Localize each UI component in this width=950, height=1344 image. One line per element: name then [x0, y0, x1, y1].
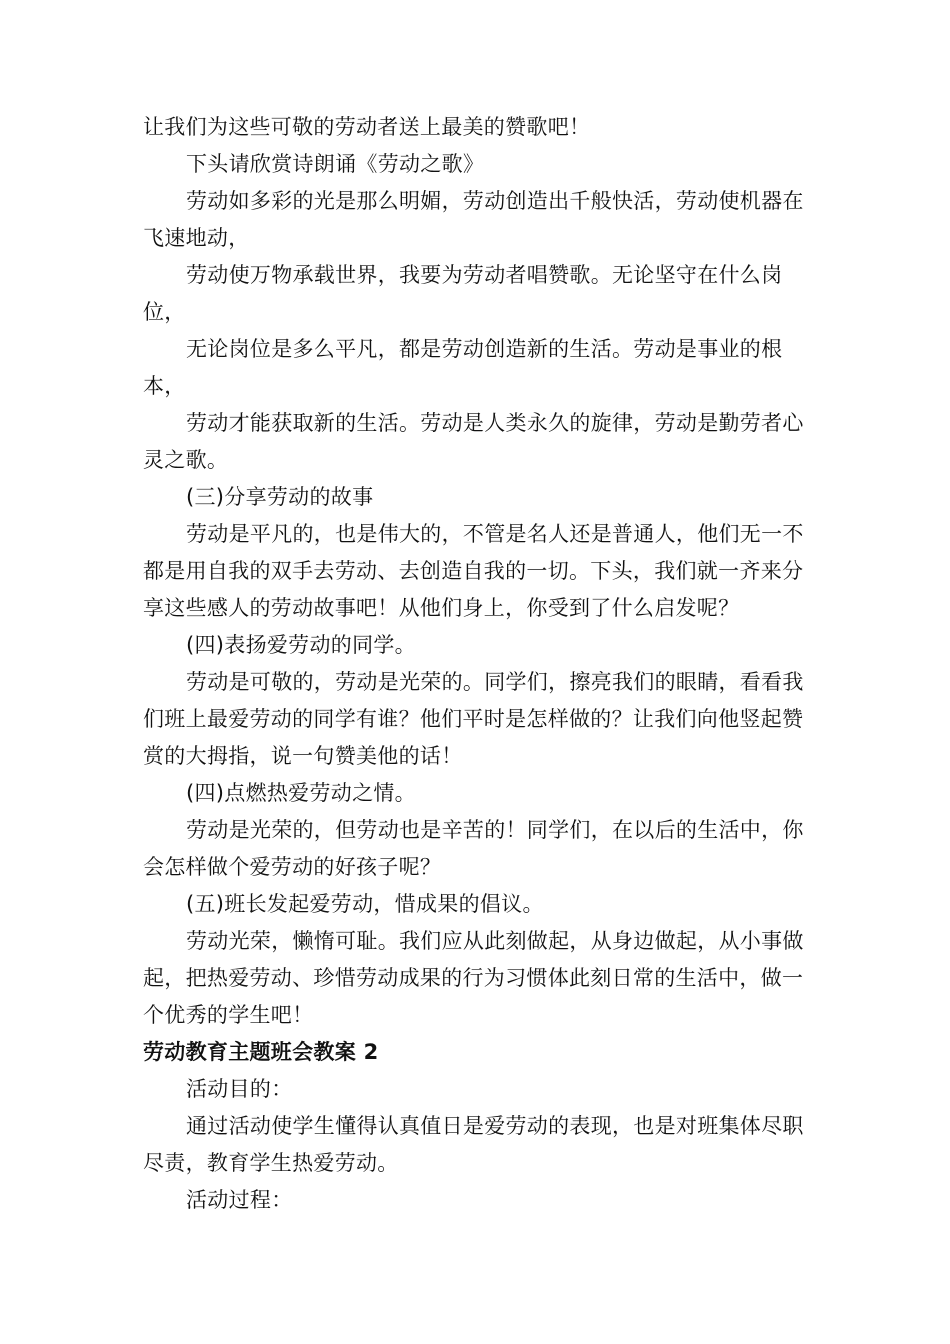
- paragraph: 劳动是可敬的，劳动是光荣的。同学们，擦亮我们的眼睛，看看我们班上最爱劳动的同学有谁？他们平时是怎样做的？让我们向他竖起赞赏的大拇指，说一句赞美他的话！: [143, 670, 804, 768]
- section-subtitle: 活动目的：: [186, 1077, 293, 1101]
- section-subtitle: (四)表扬爱劳动的同学。: [186, 633, 416, 657]
- section-heading: 劳动教育主题班会教案 2: [143, 1040, 379, 1064]
- document-body: [143, 109, 808, 1219]
- paragraph: 劳动是光荣的，但劳动也是辛苦的！同学们，在以后的生活中，你会怎样做个爱劳动的好孩子呢？: [143, 818, 804, 879]
- paragraph: 下头请欣赏诗朗诵《劳动之歌》: [186, 152, 485, 176]
- paragraph: 劳动光荣，懒惰可耻。我们应从此刻做起，从身边做起，从小事做起，把热爱劳动、珍惜劳动成果的行为习惯体此刻日常的生活中，做一个优秀的学生吧！: [143, 929, 804, 1027]
- poem-line: 劳动如多彩的光是那么明媚，劳动创造出千般快活，劳动使机器在飞速地动，: [143, 189, 804, 250]
- poem-line: 无论岗位是多么平凡，都是劳动创造新的生活。劳动是事业的根本，: [143, 337, 783, 398]
- paragraph: 让我们为这些可敬的劳动者送上最美的赞歌吧！: [143, 115, 591, 139]
- poem-line: 劳动才能获取新的生活。劳动是人类永久的旋律，劳动是勤劳者心灵之歌。: [143, 411, 804, 472]
- poem-line: 劳动使万物承载世界，我要为劳动者唱赞歌。无论坚守在什么岗位，: [143, 263, 783, 324]
- section-subtitle: (四)点燃热爱劳动之情。: [186, 781, 416, 805]
- paragraph: 劳动是平凡的，也是伟大的，不管是名人还是普通人，他们无一不都是用自我的双手去劳动、去创造自我的一切。下头，我们就一齐来分享这些感人的劳动故事吧！从他们身上，你受到了什么启发呢？: [143, 522, 804, 620]
- section-subtitle: 活动过程：: [186, 1188, 293, 1212]
- section-subtitle: (五)班长发起爱劳动，惜成果的倡议。: [186, 892, 544, 916]
- section-subtitle: (三)分享劳动的故事: [186, 485, 374, 509]
- paragraph: 通过活动使学生懂得认真值日是爱劳动的表现，也是对班集体尽职尽责，教育学生热爱劳动。: [143, 1114, 804, 1175]
